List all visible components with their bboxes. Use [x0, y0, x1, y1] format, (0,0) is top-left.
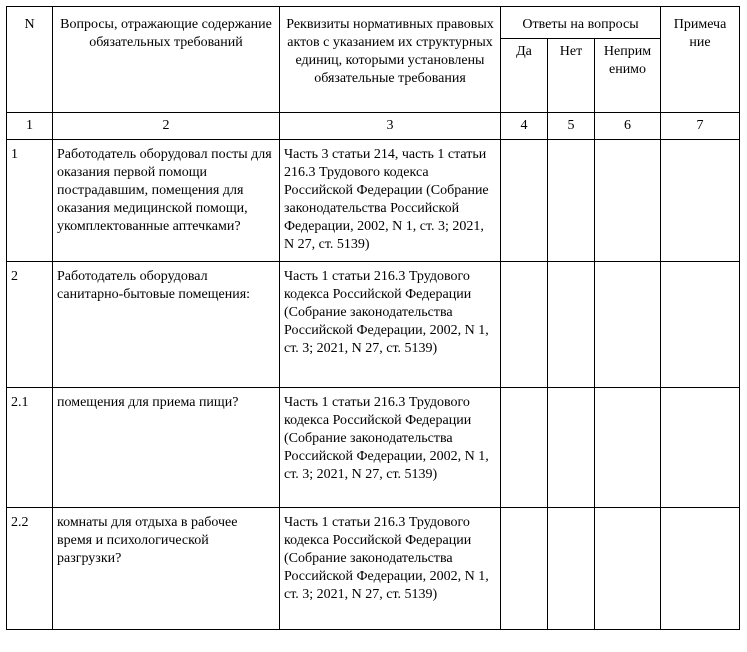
header-row: [7, 7, 740, 39]
column-number-row: [7, 113, 740, 140]
row-question: помещения для приема пищи?: [53, 388, 280, 508]
note-cell[interactable]: [661, 388, 740, 508]
row-question: Работодатель оборудовал санитарно-бытовые помещения:: [53, 262, 280, 388]
answer-na-cell[interactable]: [595, 388, 661, 508]
row-number: 2.1: [7, 388, 53, 508]
column-number: 1: [7, 113, 53, 140]
row-number: 1: [7, 140, 53, 262]
header-no: Нет: [548, 39, 595, 113]
row-requisites: Часть 1 статьи 216.3 Трудового кодекса Российской Федерации (Собрание законодательства Российской Федерации, 2002, N 1, ст. 3; 2021, N 27, ст. 5139): [280, 388, 501, 508]
header-questions: Вопросы, отражающие содержание обязательных требований: [53, 7, 280, 113]
answer-na-cell[interactable]: [595, 262, 661, 388]
answer-yes-cell[interactable]: [501, 508, 548, 630]
row-question: комнаты для отдыха в рабочее время и психологической разгрузки?: [53, 508, 280, 630]
column-number: 3: [280, 113, 501, 140]
answer-no-cell[interactable]: [548, 508, 595, 630]
table-row: [7, 262, 740, 388]
answer-na-cell[interactable]: [595, 508, 661, 630]
header-note: Примеча ние: [661, 7, 740, 113]
column-number: 4: [501, 113, 548, 140]
row-requisites: Часть 1 статьи 216.3 Трудового кодекса Российской Федерации (Собрание законодательства Российской Федерации, 2002, N 1, ст. 3; 2021, N 27, ст. 5139): [280, 508, 501, 630]
row-number: 2: [7, 262, 53, 388]
column-number: 7: [661, 113, 740, 140]
row-question: Работодатель оборудовал посты для оказания первой помощи пострадавшим, помещения для оказания медицинской помощи, укомплектованные аптечками?: [53, 140, 280, 262]
table-row: [7, 388, 740, 508]
answer-na-cell[interactable]: [595, 140, 661, 262]
row-requisites: Часть 1 статьи 216.3 Трудового кодекса Российской Федерации (Собрание законодательства Российской Федерации, 2002, N 1, ст. 3; 2021, N 27, ст. 5139): [280, 262, 501, 388]
table-row: [7, 140, 740, 262]
row-number: 2.2: [7, 508, 53, 630]
row-requisites: Часть 3 статьи 214, часть 1 статьи 216.3 Трудового кодекса Российской Федерации (Собрание законодательства Российской Федерации, 2002, N 1, ст. 3; 2021, N 27, ст. 5139): [280, 140, 501, 262]
answer-yes-cell[interactable]: [501, 388, 548, 508]
table-row: [7, 508, 740, 630]
answer-no-cell[interactable]: [548, 262, 595, 388]
answer-yes-cell[interactable]: [501, 262, 548, 388]
header-yes: Да: [501, 39, 548, 113]
header-na: Неприм енимо: [595, 39, 661, 113]
note-cell[interactable]: [661, 508, 740, 630]
answer-no-cell[interactable]: [548, 140, 595, 262]
note-cell[interactable]: [661, 140, 740, 262]
note-cell[interactable]: [661, 262, 740, 388]
column-number: 2: [53, 113, 280, 140]
header-requisites: Реквизиты нормативных правовых актов с указанием их структурных единиц, которыми установлены обязательные требования: [280, 7, 501, 113]
checklist-table: [6, 6, 740, 630]
answer-yes-cell[interactable]: [501, 140, 548, 262]
column-number: 6: [595, 113, 661, 140]
column-number: 5: [548, 113, 595, 140]
header-n: N: [7, 7, 53, 113]
answer-no-cell[interactable]: [548, 388, 595, 508]
header-answers: Ответы на вопросы: [501, 7, 661, 39]
